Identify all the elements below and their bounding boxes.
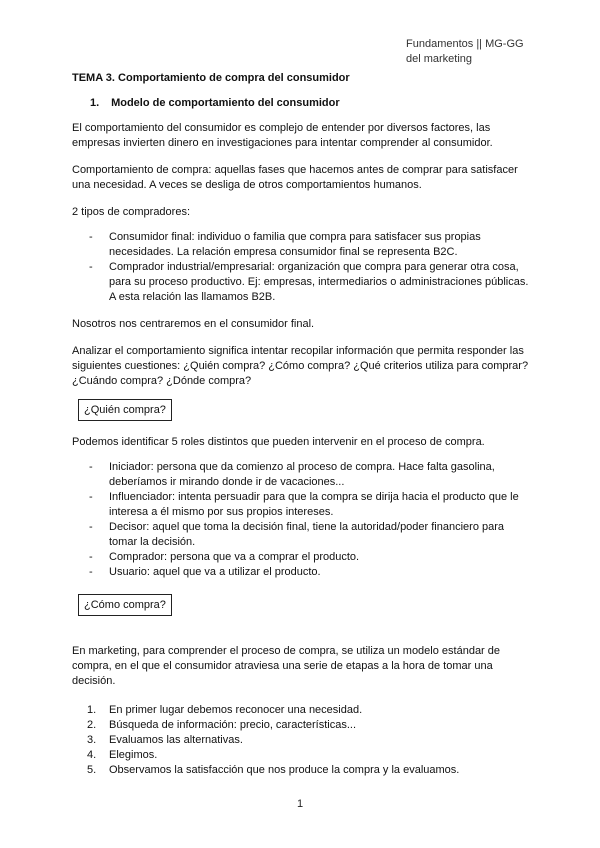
list-item: - Decisor: aquel que toma la decisión final, tiene la autoridad/poder financiero para tomar la decisión. [89, 521, 505, 548]
purchase-steps-list [72, 703, 532, 778]
list-item: 2. Búsqueda de información: precio, características... [87, 719, 357, 731]
section-heading [90, 96, 532, 111]
list-item: - Consumidor final: individuo o familia que compra para satisfacer sus propias necesidades. La relación empresa consumidor final se representa B2C. [89, 231, 481, 258]
list-item: - Comprador: persona que va a comprar el producto. [89, 551, 360, 563]
list-item: - Comprador industrial/empresarial: organización que compra para generar otra cosa, para su proceso productivo. Ej: empresas, intermediarios o administraciones públicas. A esta relación las llamamos B2B. [89, 261, 529, 303]
list-item: 5. Observamos la satisfacción que nos produce la compra y la evaluamos. [87, 764, 460, 776]
header-line-1: Fundamentos || MG-GG [406, 38, 524, 50]
boxed-heading-how: ¿Cómo compra? [78, 594, 172, 616]
list-item: 3. Evaluamos las alternativas. [87, 734, 243, 746]
section-number: 1. [90, 97, 100, 109]
document-title: TEMA 3. Comportamiento de compra del consumidor [72, 72, 350, 84]
paragraph-buyer-types: 2 tipos de compradores: [72, 206, 191, 218]
page-header [406, 37, 556, 67]
paragraph-roles: Podemos identificar 5 roles distintos que pueden intervenir en el proceso de compra. [72, 436, 485, 448]
section-label: Modelo de comportamiento del consumidor [111, 97, 340, 109]
paragraph-questions: Analizar el comportamiento significa intentar recopilar información que permita responder las siguientes cuestiones: ¿Quién compra? ¿Cómo compra? ¿Qué criterios utiliza para comprar? ¿Cuándo compra? ¿Dónde compra? [72, 345, 529, 387]
document-body [72, 71, 532, 790]
header-line-2: del marketing [406, 53, 473, 65]
boxed-heading-who: ¿Quién compra? [78, 399, 172, 421]
list-item: 1. En primer lugar debemos reconocer una necesidad. [87, 704, 363, 716]
list-item: 4. Elegimos. [87, 749, 158, 761]
roles-list [72, 460, 532, 580]
buyer-types-list [72, 230, 532, 305]
list-item: - Iniciador: persona que da comienzo al proceso de compra. Hace falta gasolina, deberíamos ir mirando donde ir de vacaciones... [89, 461, 495, 488]
list-item: - Influenciador: intenta persuadir para que la compra se dirija hacia el producto que le interesa a él mismo por sus propios intereses. [89, 491, 519, 518]
paragraph-focus: Nosotros nos centraremos en el consumidor final. [72, 318, 315, 330]
paragraph-definition: Comportamiento de compra: aquellas fases que hacemos antes de comprar para satisfacer una necesidad. A veces se desliga de otros comportamientos humanos. [72, 164, 518, 191]
paragraph-intro: El comportamiento del consumidor es complejo de entender por diversos factores, las empresas invierten dinero en investigaciones para intentar comprender al consumidor. [72, 122, 493, 149]
page-number: 1 [296, 798, 304, 810]
list-item: - Usuario: aquel que va a utilizar el producto. [89, 566, 321, 578]
paragraph-process: En marketing, para comprender el proceso de compra, se utiliza un modelo estándar de compra, en el que el consumidor atraviesa una serie de etapas a la hora de tomar una decisión. [72, 645, 501, 687]
